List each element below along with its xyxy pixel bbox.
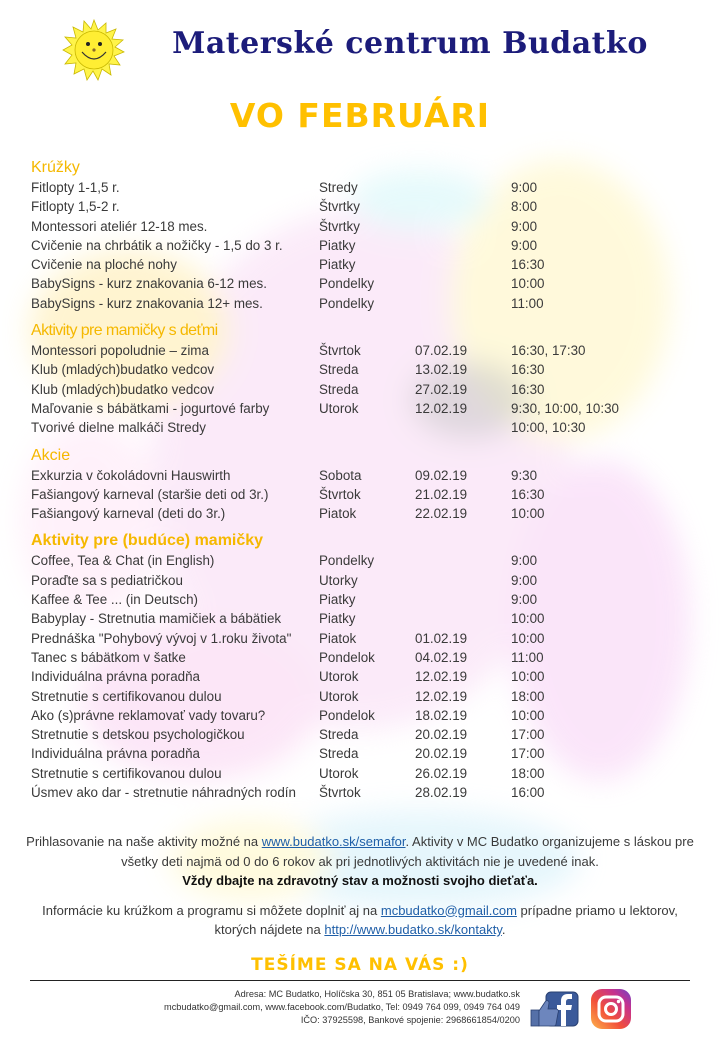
- activity-time: 10:00: [511, 506, 545, 522]
- schedule-row: [31, 236, 701, 255]
- activity-time: 16:30, 17:30: [511, 343, 586, 359]
- semafor-link[interactable]: www.budatko.sk/semafor: [261, 834, 406, 849]
- activity-date: 04.02.19: [415, 649, 468, 665]
- activity-time: 10:00, 10:30: [511, 420, 586, 436]
- schedule-row: [31, 255, 701, 274]
- footer-divider: [30, 980, 690, 981]
- activity-name: Individuálna právna poradňa: [31, 669, 200, 685]
- activity-time: 9:00: [511, 572, 538, 588]
- activity-time: 18:00: [511, 765, 545, 781]
- registration-paragraph: [20, 832, 700, 871]
- footer-bank: IČO: 37925598, Bankové spojenie: 2968661854/0200: [300, 1015, 520, 1025]
- activity-name: Cvičenie na ploché nohy: [31, 257, 177, 273]
- activity-day: Utorok: [319, 765, 359, 781]
- closing-message: TEŠÍME SA NA VÁS :): [251, 955, 469, 975]
- activity-date: 07.02.19: [415, 343, 468, 359]
- activity-time: 9:30, 10:00, 10:30: [511, 400, 619, 416]
- schedule-row: [31, 687, 701, 706]
- contact-text-cont: prípadne priamo u lektorov, ktorých nájdete na: [214, 902, 678, 937]
- activity-time: 9:00: [511, 237, 538, 253]
- activity-name: Tvorivé dielne malkáči Stredy: [31, 420, 206, 436]
- schedule-row: [31, 667, 701, 686]
- activity-day: Pondelok: [319, 707, 375, 723]
- schedule-row: [31, 571, 701, 590]
- schedule-row: [31, 551, 701, 570]
- activity-name: Babyplay - Stretnutia mamičiek a bábätiek: [31, 611, 282, 627]
- section-aktivity-mamicky-s-detmi: [31, 321, 701, 437]
- activity-name: Stretnutie s certifikovanou dulou: [31, 765, 222, 781]
- activity-date: 12.02.19: [415, 669, 468, 685]
- activity-name: Montessori popoludnie – zima: [31, 343, 209, 359]
- activity-day: Utorok: [319, 669, 359, 685]
- activity-time: 9:00: [511, 180, 538, 195]
- activity-time: 10:00: [511, 669, 545, 685]
- activity-time: 11:00: [511, 295, 544, 311]
- activity-name: Poraďte sa s pediatričkou: [31, 572, 183, 588]
- facebook-like-icon[interactable]: [530, 990, 580, 1028]
- section-kruzky: [31, 158, 701, 313]
- activity-date: 01.02.19: [415, 630, 468, 646]
- smiling-sun-icon: [62, 18, 126, 82]
- schedule: [31, 158, 701, 802]
- contacts-link[interactable]: http://www.budatko.sk/kontakty: [324, 922, 502, 937]
- activity-name: Prednáška "Pohybový vývoj v 1.roku života": [31, 630, 292, 646]
- activity-day: Utorok: [319, 400, 359, 416]
- activity-day: Pondelok: [319, 649, 375, 665]
- schedule-row: [31, 706, 701, 725]
- activity-time: 10:00: [511, 611, 545, 627]
- activity-date: 12.02.19: [415, 688, 468, 704]
- schedule-row: [31, 178, 701, 197]
- activity-name: Montessori ateliér 12-18 mes.: [31, 218, 208, 234]
- schedule-row: [31, 609, 701, 628]
- activity-date: 20.02.19: [415, 746, 468, 762]
- footer-address: Adresa: MC Budatko, Holíčska 30, 851 05 Bratislava; www.budatko.sk: [234, 989, 520, 999]
- activity-name: Fašiangový karneval (deti do 3r.): [31, 506, 226, 522]
- activity-name: BabySigns - kurz znakovania 12+ mes.: [31, 295, 263, 311]
- section-title: Krúžky: [31, 159, 80, 176]
- schedule-row: [31, 764, 701, 783]
- activity-day: Streda: [319, 746, 359, 762]
- footer-contacts: mcbudatko@gmail.com, www.facebook.com/Budatko, Tel: 0949 764 099, 0949 764 049: [164, 1002, 520, 1012]
- activity-name: Kaffee & Tee ... (in Deutsch): [31, 592, 198, 608]
- registration-text-cont: . Aktivity v MC Budatko organizujeme s láskou pre všetky deti najmä od 0 do 6 rokov ak pri jednotlivých aktivitách nie je uvedené inak.: [121, 834, 694, 869]
- activity-day: Utorok: [319, 688, 359, 704]
- activity-day: Štvrtky: [319, 218, 360, 234]
- activity-name: Cvičenie na chrbátik a nožičky - 1,5 do 3 r.: [31, 237, 283, 253]
- activity-name: Stretnutie s detskou psychologičkou: [31, 727, 245, 743]
- activity-day: Piatok: [319, 506, 357, 522]
- schedule-row: [31, 725, 701, 744]
- activity-date: 12.02.19: [415, 400, 468, 416]
- activity-time: 16:30: [511, 362, 545, 378]
- activity-day: Stredy: [319, 180, 358, 195]
- activity-date: 09.02.19: [415, 467, 468, 483]
- activity-date: 22.02.19: [415, 506, 468, 522]
- activity-day: Štvrtok: [319, 785, 361, 801]
- activity-day: Sobota: [319, 467, 362, 483]
- schedule-row: [31, 217, 701, 236]
- activity-name: Úsmev ako dar - stretnutie náhradných rodín: [31, 785, 296, 801]
- activity-time: 9:00: [511, 553, 538, 569]
- schedule-row: [31, 629, 701, 648]
- schedule-row: [31, 418, 701, 437]
- schedule-row: [31, 648, 701, 667]
- schedule-row: [31, 380, 701, 399]
- activity-day: Piatky: [319, 237, 356, 253]
- activity-time: 8:00: [511, 199, 538, 215]
- activity-time: 17:00: [511, 727, 545, 743]
- schedule-row: [31, 485, 701, 504]
- activity-name: Exkurzia v čokoládovni Hauswirth: [31, 467, 231, 483]
- schedule-row: [31, 504, 701, 523]
- section-title: Aktivity pre (budúce) mamičky: [31, 532, 264, 550]
- activity-name: Coffee, Tea & Chat (in English): [31, 553, 215, 569]
- activity-date: 20.02.19: [415, 727, 468, 743]
- registration-text: Prihlasovanie na naše aktivity možné na: [26, 834, 262, 849]
- activity-date: 13.02.19: [415, 362, 468, 378]
- activity-time: 10:00: [511, 707, 545, 723]
- activity-time: 17:00: [511, 746, 545, 762]
- schedule-row: [31, 360, 701, 379]
- activity-day: Pondelky: [319, 276, 375, 292]
- activity-day: Štvrtok: [319, 343, 361, 359]
- activity-day: Piatok: [319, 630, 357, 646]
- activity-day: Piatky: [319, 257, 356, 273]
- footer-contact: [100, 988, 520, 1027]
- month-title: VO FEBRUÁRI: [229, 96, 491, 135]
- section-aktivity-budice-mamicky: [31, 531, 701, 802]
- activity-time: 10:00: [511, 630, 545, 646]
- activity-name: Maľovanie s bábätkami - jogurtové farby: [31, 400, 270, 416]
- activity-name: Individuálna právna poradňa: [31, 746, 200, 762]
- schedule-row: [31, 294, 701, 313]
- activity-time: 11:00: [511, 649, 544, 665]
- activity-day: Piatky: [319, 611, 356, 627]
- activity-time: 16:30: [511, 257, 545, 273]
- schedule-row: [31, 399, 701, 418]
- activity-day: Piatky: [319, 592, 356, 608]
- email-link[interactable]: mcbudatko@gmail.com: [380, 902, 517, 918]
- activity-name: Fašiangový karneval (staršie deti od 3r.): [31, 486, 269, 502]
- activity-name: Fitlopty 1-1,5 r.: [31, 180, 120, 195]
- section-akcie: [31, 446, 701, 524]
- instagram-icon[interactable]: [590, 988, 632, 1030]
- schedule-row: [31, 274, 701, 293]
- activity-day: Streda: [319, 362, 359, 378]
- activity-date: 26.02.19: [415, 765, 468, 781]
- activity-day: Pondelky: [319, 553, 375, 569]
- contact-text: Informácie ku krúžkom a programu si môžete doplniť aj na: [42, 902, 381, 918]
- activity-day: Pondelky: [319, 295, 375, 311]
- activity-day: Utorky: [319, 572, 358, 588]
- activity-name: Fitlopty 1,5-2 r.: [31, 199, 120, 215]
- activity-name: Stretnutie s certifikovanou dulou: [31, 688, 222, 704]
- schedule-row: [31, 744, 701, 763]
- activity-date: 21.02.19: [415, 486, 468, 502]
- activity-name: Tanec s bábätkom v šatke: [31, 649, 186, 665]
- activity-time: 9:00: [511, 218, 538, 234]
- activity-day: Streda: [319, 381, 359, 397]
- info-text: [20, 832, 700, 940]
- activity-date: 28.02.19: [415, 785, 468, 801]
- activity-date: 27.02.19: [415, 381, 468, 397]
- health-notice: Vždy dbajte na zdravotný stav a možnosti svojho dieťaťa.: [182, 873, 538, 888]
- activity-time: 16:00: [511, 785, 545, 801]
- activity-name: Klub (mladých)budatko vedcov: [31, 362, 215, 378]
- schedule-row: [31, 466, 701, 485]
- activity-date: 18.02.19: [415, 707, 468, 723]
- activity-time: 16:30: [511, 381, 545, 397]
- section-title: Aktivity pre mamičky s deťmi: [31, 322, 218, 340]
- activity-time: 18:00: [511, 688, 545, 704]
- activity-day: Štvrtky: [319, 199, 360, 215]
- contact-paragraph: [20, 901, 700, 940]
- activity-time: 16:30: [511, 486, 545, 502]
- contact-text-end: .: [501, 922, 506, 937]
- section-title: Akcie: [31, 446, 71, 464]
- organization-title: Materské centrum Budatko: [172, 26, 648, 61]
- activity-time: 9:30: [511, 467, 538, 483]
- activity-name: BabySigns - kurz znakovania 6-12 mes.: [31, 276, 267, 292]
- schedule-row: [31, 590, 701, 609]
- schedule-row: [31, 197, 701, 216]
- schedule-row: [31, 783, 701, 802]
- activity-name: Klub (mladých)budatko vedcov: [31, 381, 215, 397]
- activity-time: 10:00: [511, 276, 545, 292]
- activity-name: Ako (s)právne reklamovať vady tovaru?: [31, 707, 266, 723]
- activity-time: 9:00: [511, 592, 538, 608]
- activity-day: Streda: [319, 727, 359, 743]
- schedule-row: [31, 341, 701, 360]
- activity-day: Štvrtok: [319, 486, 361, 502]
